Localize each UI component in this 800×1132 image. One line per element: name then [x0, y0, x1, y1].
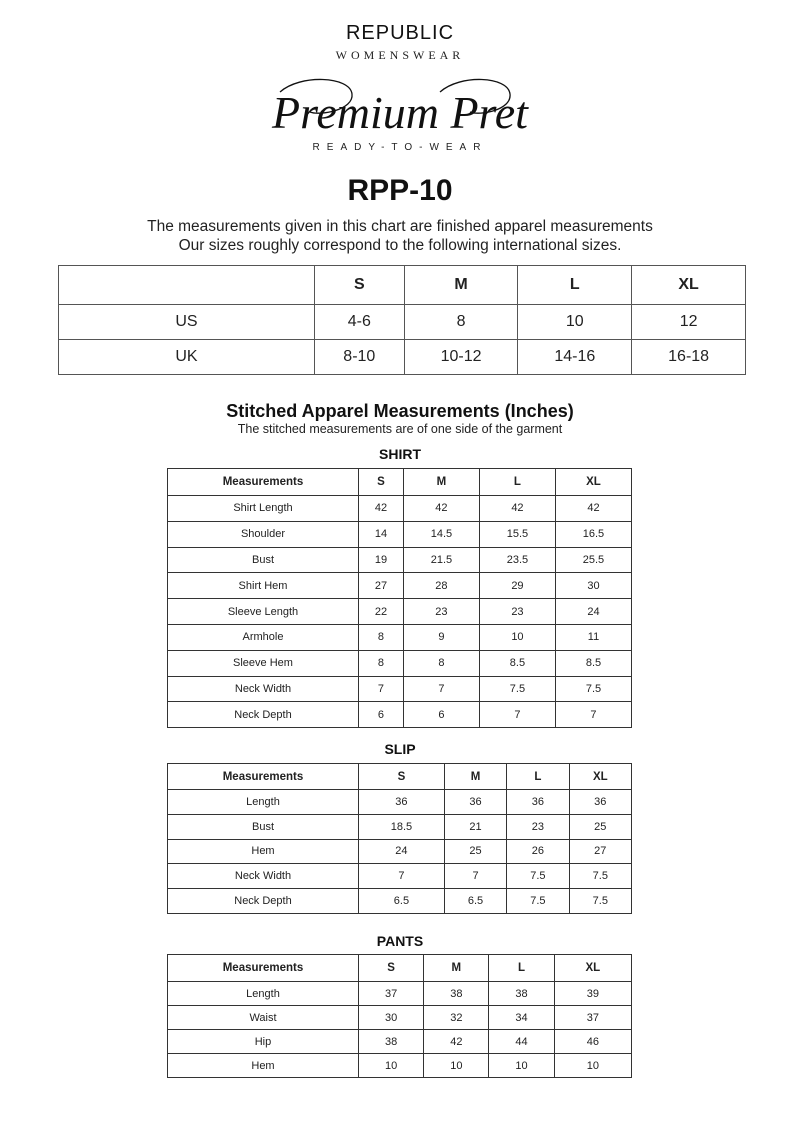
- table-cell: 19: [359, 547, 404, 573]
- table-cell: 30: [555, 573, 631, 599]
- row-label: Neck Width: [168, 864, 359, 889]
- table-cell: 9: [403, 624, 479, 650]
- table-row: [168, 814, 632, 839]
- table-cell: 34: [489, 1006, 554, 1030]
- table-cell: 7.5: [507, 889, 569, 914]
- section-title: Stitched Apparel Measurements (Inches): [226, 401, 574, 421]
- table-cell: 28: [403, 573, 479, 599]
- table-cell: 36: [359, 790, 445, 815]
- header-cell: S: [315, 266, 405, 305]
- row-label: Neck Depth: [168, 889, 359, 914]
- table-cell: 14-16: [518, 340, 632, 375]
- table-cell: 25: [444, 839, 506, 864]
- table-cell: 7: [444, 864, 506, 889]
- table-cell: 10: [424, 1054, 489, 1078]
- table-cell: 36: [569, 790, 631, 815]
- header-cell: Measurements: [168, 469, 359, 496]
- header-cell: XL: [554, 955, 631, 982]
- table-cell: 6: [359, 702, 404, 728]
- table-cell: 38: [359, 1030, 424, 1054]
- table-cell: 16-18: [632, 340, 746, 375]
- table-cell: 8: [404, 305, 518, 340]
- table-cell: 10: [489, 1054, 554, 1078]
- table-cell: 38: [489, 982, 554, 1006]
- header-cell: S: [359, 955, 424, 982]
- row-label: Length: [168, 790, 359, 815]
- table-cell: 25.5: [555, 547, 631, 573]
- table-cell: 8.5: [479, 650, 555, 676]
- table-row: [59, 305, 746, 340]
- pants-measurement-table: [167, 954, 632, 1078]
- slip-measurement-table: [167, 763, 632, 914]
- row-label: Hem: [168, 1054, 359, 1078]
- header-cell: XL: [555, 469, 631, 496]
- table-cell: 23: [479, 599, 555, 625]
- row-label: Hip: [168, 1030, 359, 1054]
- row-label: Bust: [168, 547, 359, 573]
- table-row: [168, 624, 632, 650]
- table-cell: 7: [403, 676, 479, 702]
- table-cell: 7: [479, 702, 555, 728]
- header-cell: M: [444, 764, 506, 790]
- table-cell: 23: [507, 814, 569, 839]
- table-cell: 30: [359, 1006, 424, 1030]
- header-cell: S: [359, 469, 404, 496]
- table-row: [168, 982, 632, 1006]
- table-row: [168, 573, 632, 599]
- table-cell: 10: [359, 1054, 424, 1078]
- header-cell: M: [424, 955, 489, 982]
- table-cell: 14.5: [403, 521, 479, 547]
- table-cell: 12: [632, 305, 746, 340]
- header-cell: L: [479, 469, 555, 496]
- table-cell: 10: [479, 624, 555, 650]
- table-cell: 7: [359, 864, 445, 889]
- header-cell: XL: [569, 764, 631, 790]
- ready-to-wear-tagline: READY-TO-WEAR: [312, 142, 488, 153]
- table-cell: 8: [359, 624, 404, 650]
- header-cell: XL: [632, 266, 746, 305]
- table-cell: 7.5: [569, 889, 631, 914]
- pants-table-label: PANTS: [376, 933, 424, 949]
- header-cell: L: [489, 955, 554, 982]
- table-cell: 24: [555, 599, 631, 625]
- premium-pret-logo: [0, 72, 800, 148]
- table-cell: 21.5: [403, 547, 479, 573]
- table-row: [168, 496, 632, 522]
- intro-line-2: Our sizes roughly correspond to the following international sizes.: [178, 237, 622, 254]
- table-cell: 6.5: [359, 889, 445, 914]
- table-header-row: [59, 266, 746, 305]
- row-label: UK: [59, 340, 315, 375]
- table-cell: 6: [403, 702, 479, 728]
- row-label: Armhole: [168, 624, 359, 650]
- table-cell: 7: [359, 676, 404, 702]
- table-row: [168, 1030, 632, 1054]
- row-label: Sleeve Length: [168, 599, 359, 625]
- header-cell: L: [518, 266, 632, 305]
- table-cell: 32: [424, 1006, 489, 1030]
- row-label: Waist: [168, 1006, 359, 1030]
- intro-line-1: The measurements given in this chart are finished apparel measurements: [147, 218, 653, 235]
- table-row: [168, 1006, 632, 1030]
- table-cell: 36: [444, 790, 506, 815]
- table-row: [168, 599, 632, 625]
- shirt-measurement-table: [167, 468, 632, 728]
- table-cell: 39: [554, 982, 631, 1006]
- table-row: [168, 839, 632, 864]
- table-cell: 42: [403, 496, 479, 522]
- table-row: [168, 650, 632, 676]
- row-label: Shoulder: [168, 521, 359, 547]
- header-cell: L: [507, 764, 569, 790]
- table-header-row: [168, 955, 632, 982]
- table-cell: 16.5: [555, 521, 631, 547]
- table-row: [168, 521, 632, 547]
- table-row: [168, 889, 632, 914]
- table-cell: 7.5: [479, 676, 555, 702]
- row-label: Shirt Hem: [168, 573, 359, 599]
- table-cell: 37: [359, 982, 424, 1006]
- table-cell: 8-10: [315, 340, 405, 375]
- table-header-row: [168, 469, 632, 496]
- row-label: Neck Depth: [168, 702, 359, 728]
- table-cell: 26: [507, 839, 569, 864]
- table-cell: 18.5: [359, 814, 445, 839]
- table-cell: 25: [569, 814, 631, 839]
- table-cell: 27: [359, 573, 404, 599]
- table-cell: 24: [359, 839, 445, 864]
- table-row: [59, 340, 746, 375]
- table-cell: 7.5: [507, 864, 569, 889]
- table-cell: 42: [479, 496, 555, 522]
- international-size-table: [58, 265, 746, 375]
- table-cell: 22: [359, 599, 404, 625]
- header-cell: M: [403, 469, 479, 496]
- table-cell: 38: [424, 982, 489, 1006]
- row-label: Bust: [168, 814, 359, 839]
- table-cell: 10-12: [404, 340, 518, 375]
- table-row: [168, 1054, 632, 1078]
- brand-name: REPUBLIC: [345, 22, 455, 44]
- table-cell: 27: [569, 839, 631, 864]
- table-cell: 42: [424, 1030, 489, 1054]
- row-label: Hem: [168, 839, 359, 864]
- header-cell: S: [359, 764, 445, 790]
- header-cell: Measurements: [168, 764, 359, 790]
- table-cell: 6.5: [444, 889, 506, 914]
- row-label: Neck Width: [168, 676, 359, 702]
- table-row: [168, 547, 632, 573]
- header-cell: M: [404, 266, 518, 305]
- table-cell: 15.5: [479, 521, 555, 547]
- table-cell: 4-6: [315, 305, 405, 340]
- table-cell: 37: [554, 1006, 631, 1030]
- table-cell: 42: [359, 496, 404, 522]
- product-code: RPP-10: [347, 174, 453, 207]
- table-cell: 29: [479, 573, 555, 599]
- table-row: [168, 790, 632, 815]
- section-note: The stitched measurements are of one side of the garment: [237, 422, 563, 436]
- table-cell: 7.5: [569, 864, 631, 889]
- table-cell: 8.5: [555, 650, 631, 676]
- table-cell: 21: [444, 814, 506, 839]
- logo-script-text: Premium Pret: [272, 87, 528, 138]
- table-cell: 7.5: [555, 676, 631, 702]
- table-cell: 44: [489, 1030, 554, 1054]
- table-header-row: [168, 764, 632, 790]
- shirt-table-label: SHIRT: [379, 446, 421, 462]
- table-cell: 8: [403, 650, 479, 676]
- table-cell: 23.5: [479, 547, 555, 573]
- header-cell: Measurements: [168, 955, 359, 982]
- table-cell: 7: [555, 702, 631, 728]
- table-cell: 10: [554, 1054, 631, 1078]
- table-cell: 23: [403, 599, 479, 625]
- slip-table-label: SLIP: [384, 741, 416, 757]
- table-row: [168, 676, 632, 702]
- row-label: US: [59, 305, 315, 340]
- table-cell: 36: [507, 790, 569, 815]
- table-cell: 46: [554, 1030, 631, 1054]
- table-cell: 10: [518, 305, 632, 340]
- header-cell: [59, 266, 315, 305]
- row-label: Sleeve Hem: [168, 650, 359, 676]
- table-row: [168, 864, 632, 889]
- row-label: Length: [168, 982, 359, 1006]
- table-cell: 14: [359, 521, 404, 547]
- table-cell: 11: [555, 624, 631, 650]
- table-cell: 42: [555, 496, 631, 522]
- table-cell: 8: [359, 650, 404, 676]
- brand-subtitle: WOMENSWEAR: [335, 48, 465, 62]
- row-label: Shirt Length: [168, 496, 359, 522]
- table-row: [168, 702, 632, 728]
